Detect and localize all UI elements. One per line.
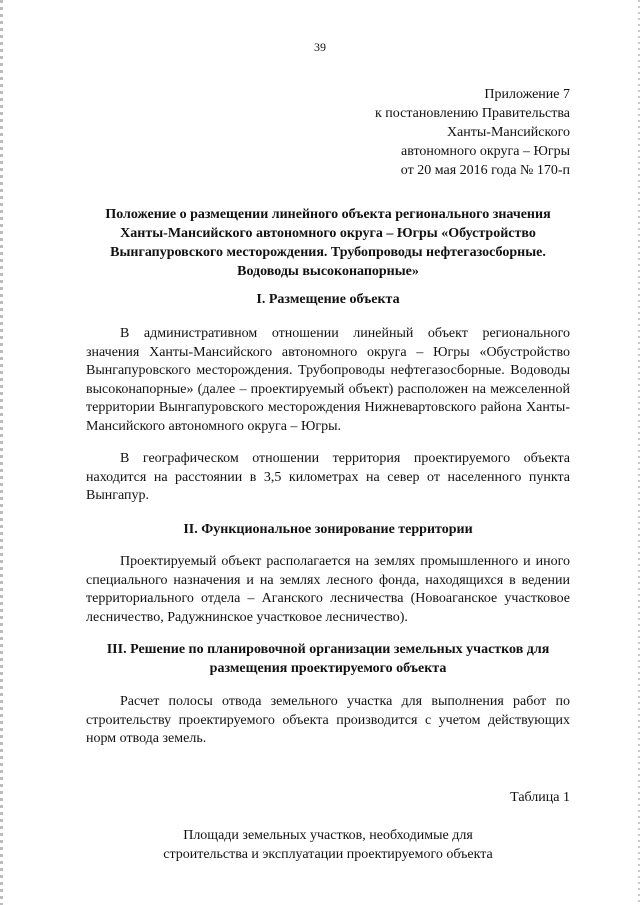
document-title: Положение о размещении линейного объекта регионального значения Ханты-Мансийского автономного округа – Югры «Обустройство Вынгапуровского месторождения. Трубопроводы нефтегазосборные. Водоводы высоконапорные»	[105, 207, 551, 279]
page-number: 39	[314, 40, 326, 54]
table-caption-line: строительства и эксплуатации проектируемого объекта	[163, 847, 493, 862]
annex-line: Ханты-Мансийского	[446, 125, 570, 140]
table-caption-line: Площади земельных участков, необходимые для	[183, 828, 473, 843]
section-3-paragraph-1: Расчет полосы отвода земельного участка для выполнения работ по строительству проектируемого объекта производится с учетом действующих норм отвода земель.	[86, 694, 570, 747]
annex-block	[375, 85, 570, 180]
table-label: Таблица 1	[510, 790, 570, 805]
scan-edge-left	[0, 0, 3, 905]
section-heading-3: III. Решение по планировочной организации земельных участков для размещения проектируемого объекта	[106, 642, 550, 676]
section-1-paragraph-1: В административном отношении линейный объект регионального значения Ханты-Мансийского автономного округа – Югры «Обустройство Вынгапуровского месторождения. Трубопроводы нефтегазосборные. Водоводы высоконапорные» (далее – проектируемый объект) расположен на межселенной территории Вынгапуровского месторождения Нижневартовского района Ханты-Мансийского автономного округа – Югры.	[86, 326, 570, 434]
table-caption	[86, 826, 570, 864]
section-1-paragraph-2: В географическом отношении территория проектируемого объекта находится на расстоянии в 3,5 километрах на север от населенного пункта Вынгапур.	[86, 451, 570, 504]
section-heading-2: II. Функциональное зонирование территории	[183, 522, 473, 537]
annex-line: автономного округа – Югры	[401, 144, 570, 159]
annex-line: от 20 мая 2016 года № 170-п	[400, 163, 570, 178]
section-2-paragraph-1: Проектируемый объект располагается на землях промышленного и иного специального назначения и на землях лесного фонда, находящихся в ведении территориального отдела – Аганского лесничества (Новоаганское участковое лесничество, Радужнинское участковое лесничество).	[86, 554, 570, 625]
annex-line: Приложение 7	[484, 87, 570, 102]
section-heading-1: I. Размещение объекта	[256, 292, 400, 307]
annex-line: к постановлению Правительства	[374, 106, 570, 121]
